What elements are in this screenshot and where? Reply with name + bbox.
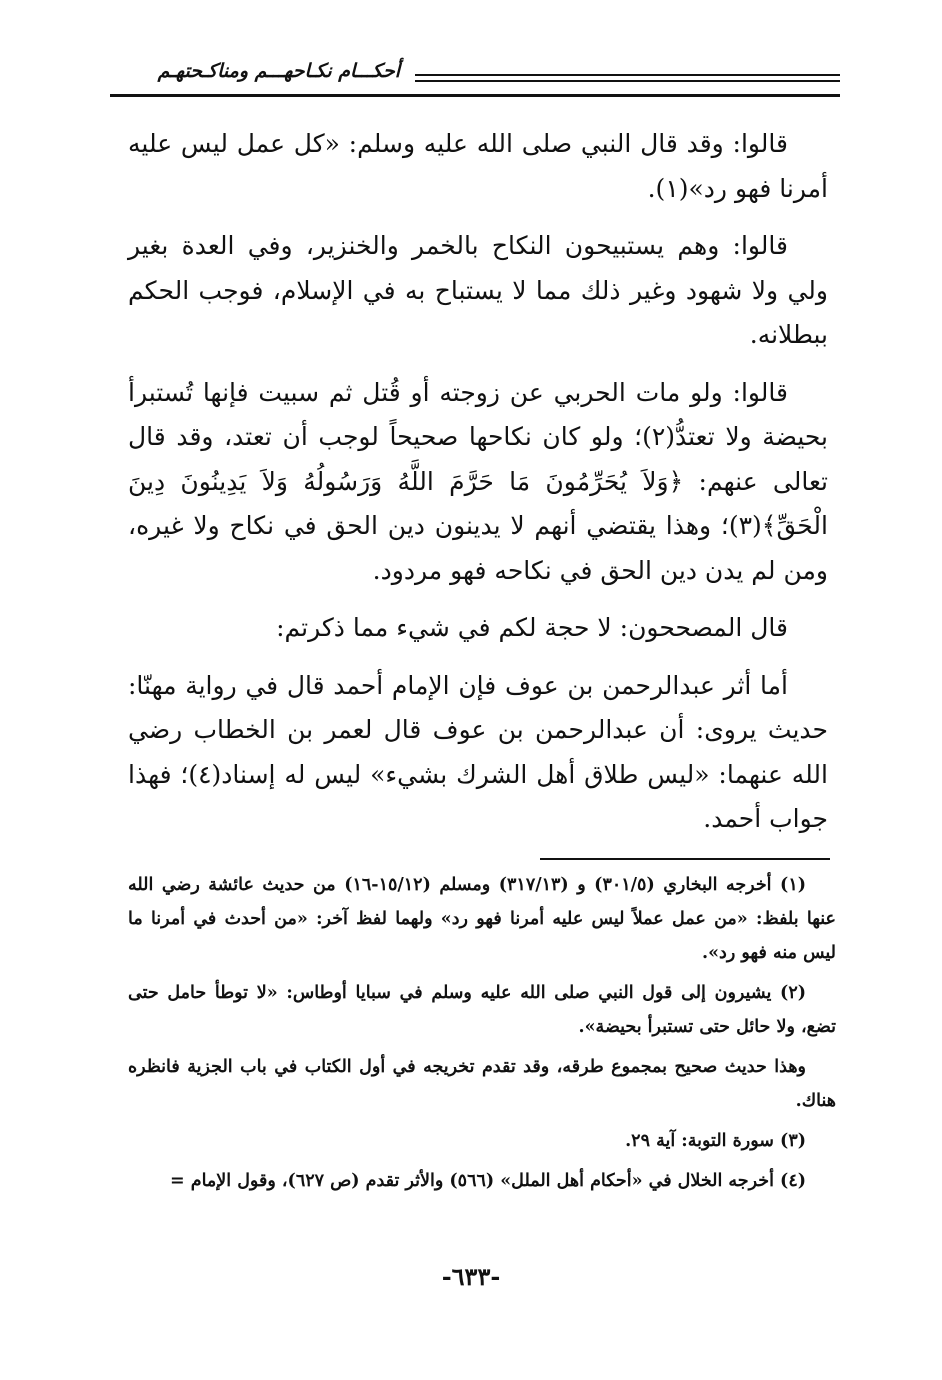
- paragraph: قال المصححون: لا حجة لكم في شيء مما ذكرتم:: [276, 613, 788, 642]
- footnote: وهذا حديث صحيح بمجموع طرقه، وقد تقدم تخريجه في أول الكتاب في باب الجزية فانظره هناك.: [128, 1057, 836, 1111]
- header-double-rule-bottom: [415, 80, 840, 82]
- page-number: -٦٣٣-: [441, 1262, 501, 1291]
- header-double-rule-top: [415, 74, 840, 76]
- footnote: (٢) يشيرون إلى قول النبي صلى الله عليه وسلم في سبايا أوطاس: «لا توطأ حامل حتى تضع، ولا حائل حتى تستبرأ بحيضة».: [128, 983, 836, 1037]
- running-header: [110, 60, 840, 100]
- running-header-title: أحكـــام نكـاحهـــم ومناكـحتهـم: [157, 60, 400, 82]
- footnote: (٤) أخرجه الخلال في «أحكام أهل الملل» (٥٦٦) والأثر تقدم (ص ٦٢٧)، وقول الإمام =: [169, 1171, 806, 1191]
- header-underline-rule: [110, 94, 840, 97]
- paragraph: قالوا: وهم يستبيحون النكاح بالخمر والخنزير، وفي العدة بغير ولي ولا شهود وغير ذلك مما لا يستباح به في الإسلام، فوجب الحكم ببطلانه.: [128, 231, 828, 349]
- footnote-separator: [540, 858, 830, 860]
- footnotes: [128, 868, 836, 1204]
- footnote: (٣) سورة التوبة: آية ٢٩.: [625, 1131, 806, 1151]
- paragraph: أما أثر عبدالرحمن بن عوف فإن الإمام أحمد قال في رواية مهنّا: حديث يروى: أن عبدالرحمن بن عوف قال لعمر بن الخطاب رضي الله عنهما: «ليس طلاق أهل الشرك بشيء» ليس له إسناد(٤)؛ فهذا جواب أحمد.: [128, 670, 828, 833]
- main-text: [128, 122, 828, 855]
- footnote: (١) أخرجه البخاري (٣٠١/٥) و (٣١٧/١٣) ومسلم (١٥/١٢-١٦) من حديث عائشة رضي الله عنها بلفظ: «من عمل عملاً ليس عليه أمرنا فهو رد» ولهما لفظ آخر: «من أحدث في أمرنا ما ليس منه فهو رد».: [128, 875, 836, 963]
- paragraph: قالوا: وقد قال النبي صلى الله عليه وسلم: «كل عمل ليس عليه أمرنا فهو رد»(١).: [128, 129, 828, 203]
- paragraph: قالوا: ولو مات الحربي عن زوجته أو قُتل ثم سبيت فإنها تُستبرأ بحيضة ولا تعتدُّ(٢)؛ ولو كان نكاحها صحيحاً لوجب أن تعتد، وقد قال تعالى عنهم: ﴿وَلاَ يُحَرِّمُونَ مَا حَرَّمَ اللَّهُ وَرَسُولُهُ وَلاَ يَدِينُونَ دِينَ الْحَقِّ﴾(٣)؛ وهذا يقتضي أنهم لا يدينون دين الحق في نكاح ولا غيره، ومن لم يدن دين الحق في نكاحه فهو مردود.: [128, 377, 828, 585]
